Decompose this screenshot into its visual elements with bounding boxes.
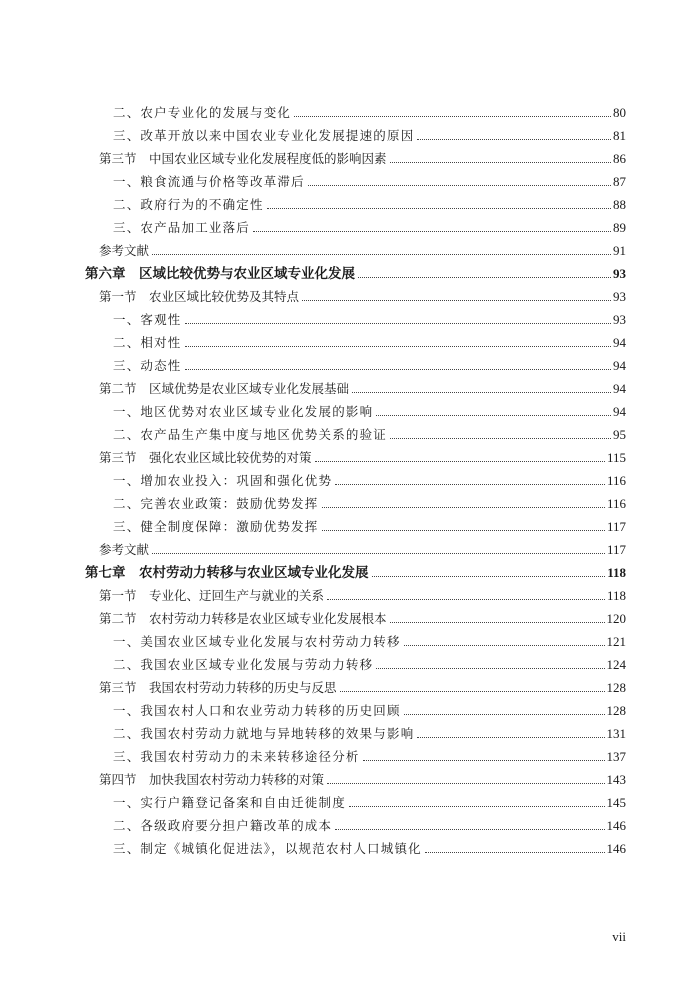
toc-subsection	[0, 97, 698, 121]
toc-entry-title: 第一节 专业化、迂回生产与就业的关系	[99, 588, 325, 603]
toc-entry-title: 二、相对性	[113, 335, 182, 350]
toc-subsection	[0, 396, 698, 420]
toc-entry-page: 131	[606, 726, 626, 741]
toc-entry-page: 120	[606, 611, 626, 626]
dot-leader	[340, 691, 605, 692]
toc-subsection	[0, 120, 698, 144]
toc-entry-page: 137	[606, 749, 626, 764]
dot-leader	[404, 714, 605, 715]
dot-leader	[308, 185, 611, 186]
toc-entry-title: 第六章 区域比较优势与农业区域专业化发展	[85, 266, 355, 282]
toc-entry-title: 三、健全制度保障：激励优势发挥	[113, 519, 319, 534]
toc-entry-title: 三、我国农村劳动力的未来转移途径分析	[113, 749, 360, 764]
toc-chapter	[0, 258, 698, 282]
toc-entry-title: 第三节 中国农业区域专业化发展程度低的影响因素	[99, 151, 387, 166]
toc-subsection	[0, 166, 698, 190]
toc-entry-page: 89	[613, 220, 626, 235]
toc-section	[0, 534, 698, 558]
toc-entry-page: 88	[613, 197, 626, 212]
dot-leader	[327, 783, 604, 784]
toc-section	[0, 603, 698, 627]
dot-leader	[253, 231, 611, 232]
toc-entry-title: 第二节 农村劳动力转移是农业区域专业化发展根本	[99, 611, 387, 626]
toc-entry-page: 146	[606, 818, 626, 833]
toc-section	[0, 143, 698, 167]
toc-entry-title: 一、我国农村人口和农业劳动力转移的历史回顾	[113, 703, 401, 718]
toc-section	[0, 235, 698, 259]
dot-leader	[302, 300, 611, 301]
dot-leader	[417, 139, 611, 140]
toc-entry-page: 118	[606, 588, 626, 603]
toc-subsection	[0, 511, 698, 535]
toc-entry-title: 第二节 区域优势是农业区域专业化发展基础	[99, 381, 350, 396]
dot-leader	[152, 553, 605, 554]
page-number: vii	[612, 929, 626, 944]
toc-entry-page: 94	[613, 358, 626, 373]
toc-entry-title: 第三节 强化农业区域比较优势的对策	[99, 450, 312, 465]
dot-leader	[390, 438, 611, 439]
toc-entry-title: 第一节 农业区域比较优势及其特点	[99, 289, 300, 304]
dot-leader	[322, 507, 605, 508]
toc-section	[0, 580, 698, 604]
toc-entry-title: 一、客观性	[113, 312, 182, 327]
toc-section	[0, 764, 698, 788]
toc-entry-page: 146	[606, 841, 626, 856]
dot-leader	[349, 806, 605, 807]
toc-subsection	[0, 350, 698, 374]
toc-entry-page: 115	[606, 450, 626, 465]
toc-subsection	[0, 695, 698, 719]
toc-entry-title: 一、粮食流通与价格等改革滞后	[113, 174, 305, 189]
dot-leader	[267, 208, 611, 209]
toc-entry-page: 117	[606, 542, 626, 557]
toc-entry-page: 143	[606, 772, 626, 787]
dot-leader	[358, 277, 611, 278]
toc-entry-page: 95	[613, 427, 626, 442]
toc-entry-title: 二、各级政府要分担户籍改革的成本	[113, 818, 333, 833]
toc-entry-page: 81	[613, 128, 626, 143]
toc-entry-page: 116	[606, 496, 626, 511]
toc-entry-title: 三、改革开放以来中国农业专业化发展提速的原因	[113, 128, 415, 143]
toc-subsection	[0, 626, 698, 650]
toc-entry-title: 参考文献	[99, 243, 150, 258]
dot-leader	[390, 622, 605, 623]
dot-leader	[376, 415, 611, 416]
dot-leader	[322, 530, 605, 531]
dot-leader	[390, 162, 611, 163]
dot-leader	[315, 461, 605, 462]
toc-entry-title: 第七章 农村劳动力转移与农业区域专业化发展	[85, 565, 369, 581]
toc-entry-title: 第四节 加快我国农村劳动力转移的对策	[99, 772, 325, 787]
toc-entry-page: 91	[613, 243, 626, 258]
dot-leader	[404, 645, 605, 646]
toc-entry-page: 116	[606, 473, 626, 488]
toc-entry-page: 87	[613, 174, 626, 189]
dot-leader	[327, 599, 605, 600]
toc-entry-title: 三、制定《城镇化促进法》，以规范农村人口城镇化	[113, 841, 422, 856]
dot-leader	[363, 760, 605, 761]
dot-leader	[372, 576, 606, 577]
toc-section	[0, 281, 698, 305]
dot-leader	[294, 116, 611, 117]
toc-entry-title: 一、实行户籍登记备案和自由迁徙制度	[113, 795, 346, 810]
toc-subsection	[0, 810, 698, 834]
toc-entry-title: 二、农户专业化的发展与变化	[113, 105, 292, 120]
toc-section	[0, 442, 698, 466]
toc-entry-title: 参考文献	[99, 542, 150, 557]
dot-leader	[152, 254, 611, 255]
dot-leader	[425, 852, 605, 853]
toc-subsection	[0, 787, 698, 811]
toc-entry-page: 128	[606, 703, 626, 718]
toc-entry-page: 86	[613, 151, 626, 166]
toc-entry-title: 三、农产品加工业落后	[113, 220, 251, 235]
toc-entry-page: 93	[613, 312, 626, 327]
toc-section	[0, 373, 698, 397]
toc-entry-page: 94	[613, 335, 626, 350]
toc-entry-page: 93	[613, 266, 626, 281]
toc-entry-title: 二、我国农村劳动力就地与异地转移的效果与影响	[113, 726, 415, 741]
dot-leader	[185, 323, 611, 324]
toc-subsection	[0, 488, 698, 512]
toc-entry-page: 118	[607, 565, 626, 580]
toc-subsection	[0, 189, 698, 213]
toc-subsection	[0, 741, 698, 765]
toc-entry-page: 80	[613, 105, 626, 120]
toc-entry-title: 一、增加农业投入：巩固和强化优势	[113, 473, 333, 488]
toc-entry-title: 第三节 我国农村劳动力转移的历史与反思	[99, 680, 337, 695]
toc-subsection	[0, 419, 698, 443]
toc-entry-page: 121	[606, 634, 626, 649]
toc-entry-title: 二、完善农业政策：鼓励优势发挥	[113, 496, 319, 511]
toc-entry-title: 一、地区优势对农业区域专业化发展的影响	[113, 404, 374, 419]
toc-subsection	[0, 718, 698, 742]
toc-entry-page: 94	[613, 404, 626, 419]
dot-leader	[185, 369, 611, 370]
toc-subsection	[0, 212, 698, 236]
toc-entry-page: 128	[606, 680, 626, 695]
toc-subsection	[0, 465, 698, 489]
toc-entry-title: 二、农产品生产集中度与地区优势关系的验证	[113, 427, 388, 442]
toc-entry-page: 94	[613, 381, 626, 396]
toc-subsection	[0, 833, 698, 857]
dot-leader	[417, 737, 604, 738]
toc-entry-page: 117	[606, 519, 626, 534]
dot-leader	[376, 668, 604, 669]
toc-subsection	[0, 327, 698, 351]
toc-subsection	[0, 649, 698, 673]
dot-leader	[352, 392, 611, 393]
toc-entry-page: 145	[606, 795, 626, 810]
dot-leader	[335, 484, 605, 485]
dot-leader	[335, 829, 604, 830]
toc-subsection	[0, 304, 698, 328]
dot-leader	[185, 346, 611, 347]
toc-entry-page: 93	[613, 289, 626, 304]
toc-chapter	[0, 557, 698, 581]
toc-entry-page: 124	[606, 657, 626, 672]
toc-entry-title: 三、动态性	[113, 358, 182, 373]
toc-entry-title: 二、我国农业区域专业化发展与劳动力转移	[113, 657, 374, 672]
toc-entry-title: 一、美国农业区域专业化发展与农村劳动力转移	[113, 634, 401, 649]
toc-entry-title: 二、政府行为的不确定性	[113, 197, 264, 212]
toc-section	[0, 672, 698, 696]
